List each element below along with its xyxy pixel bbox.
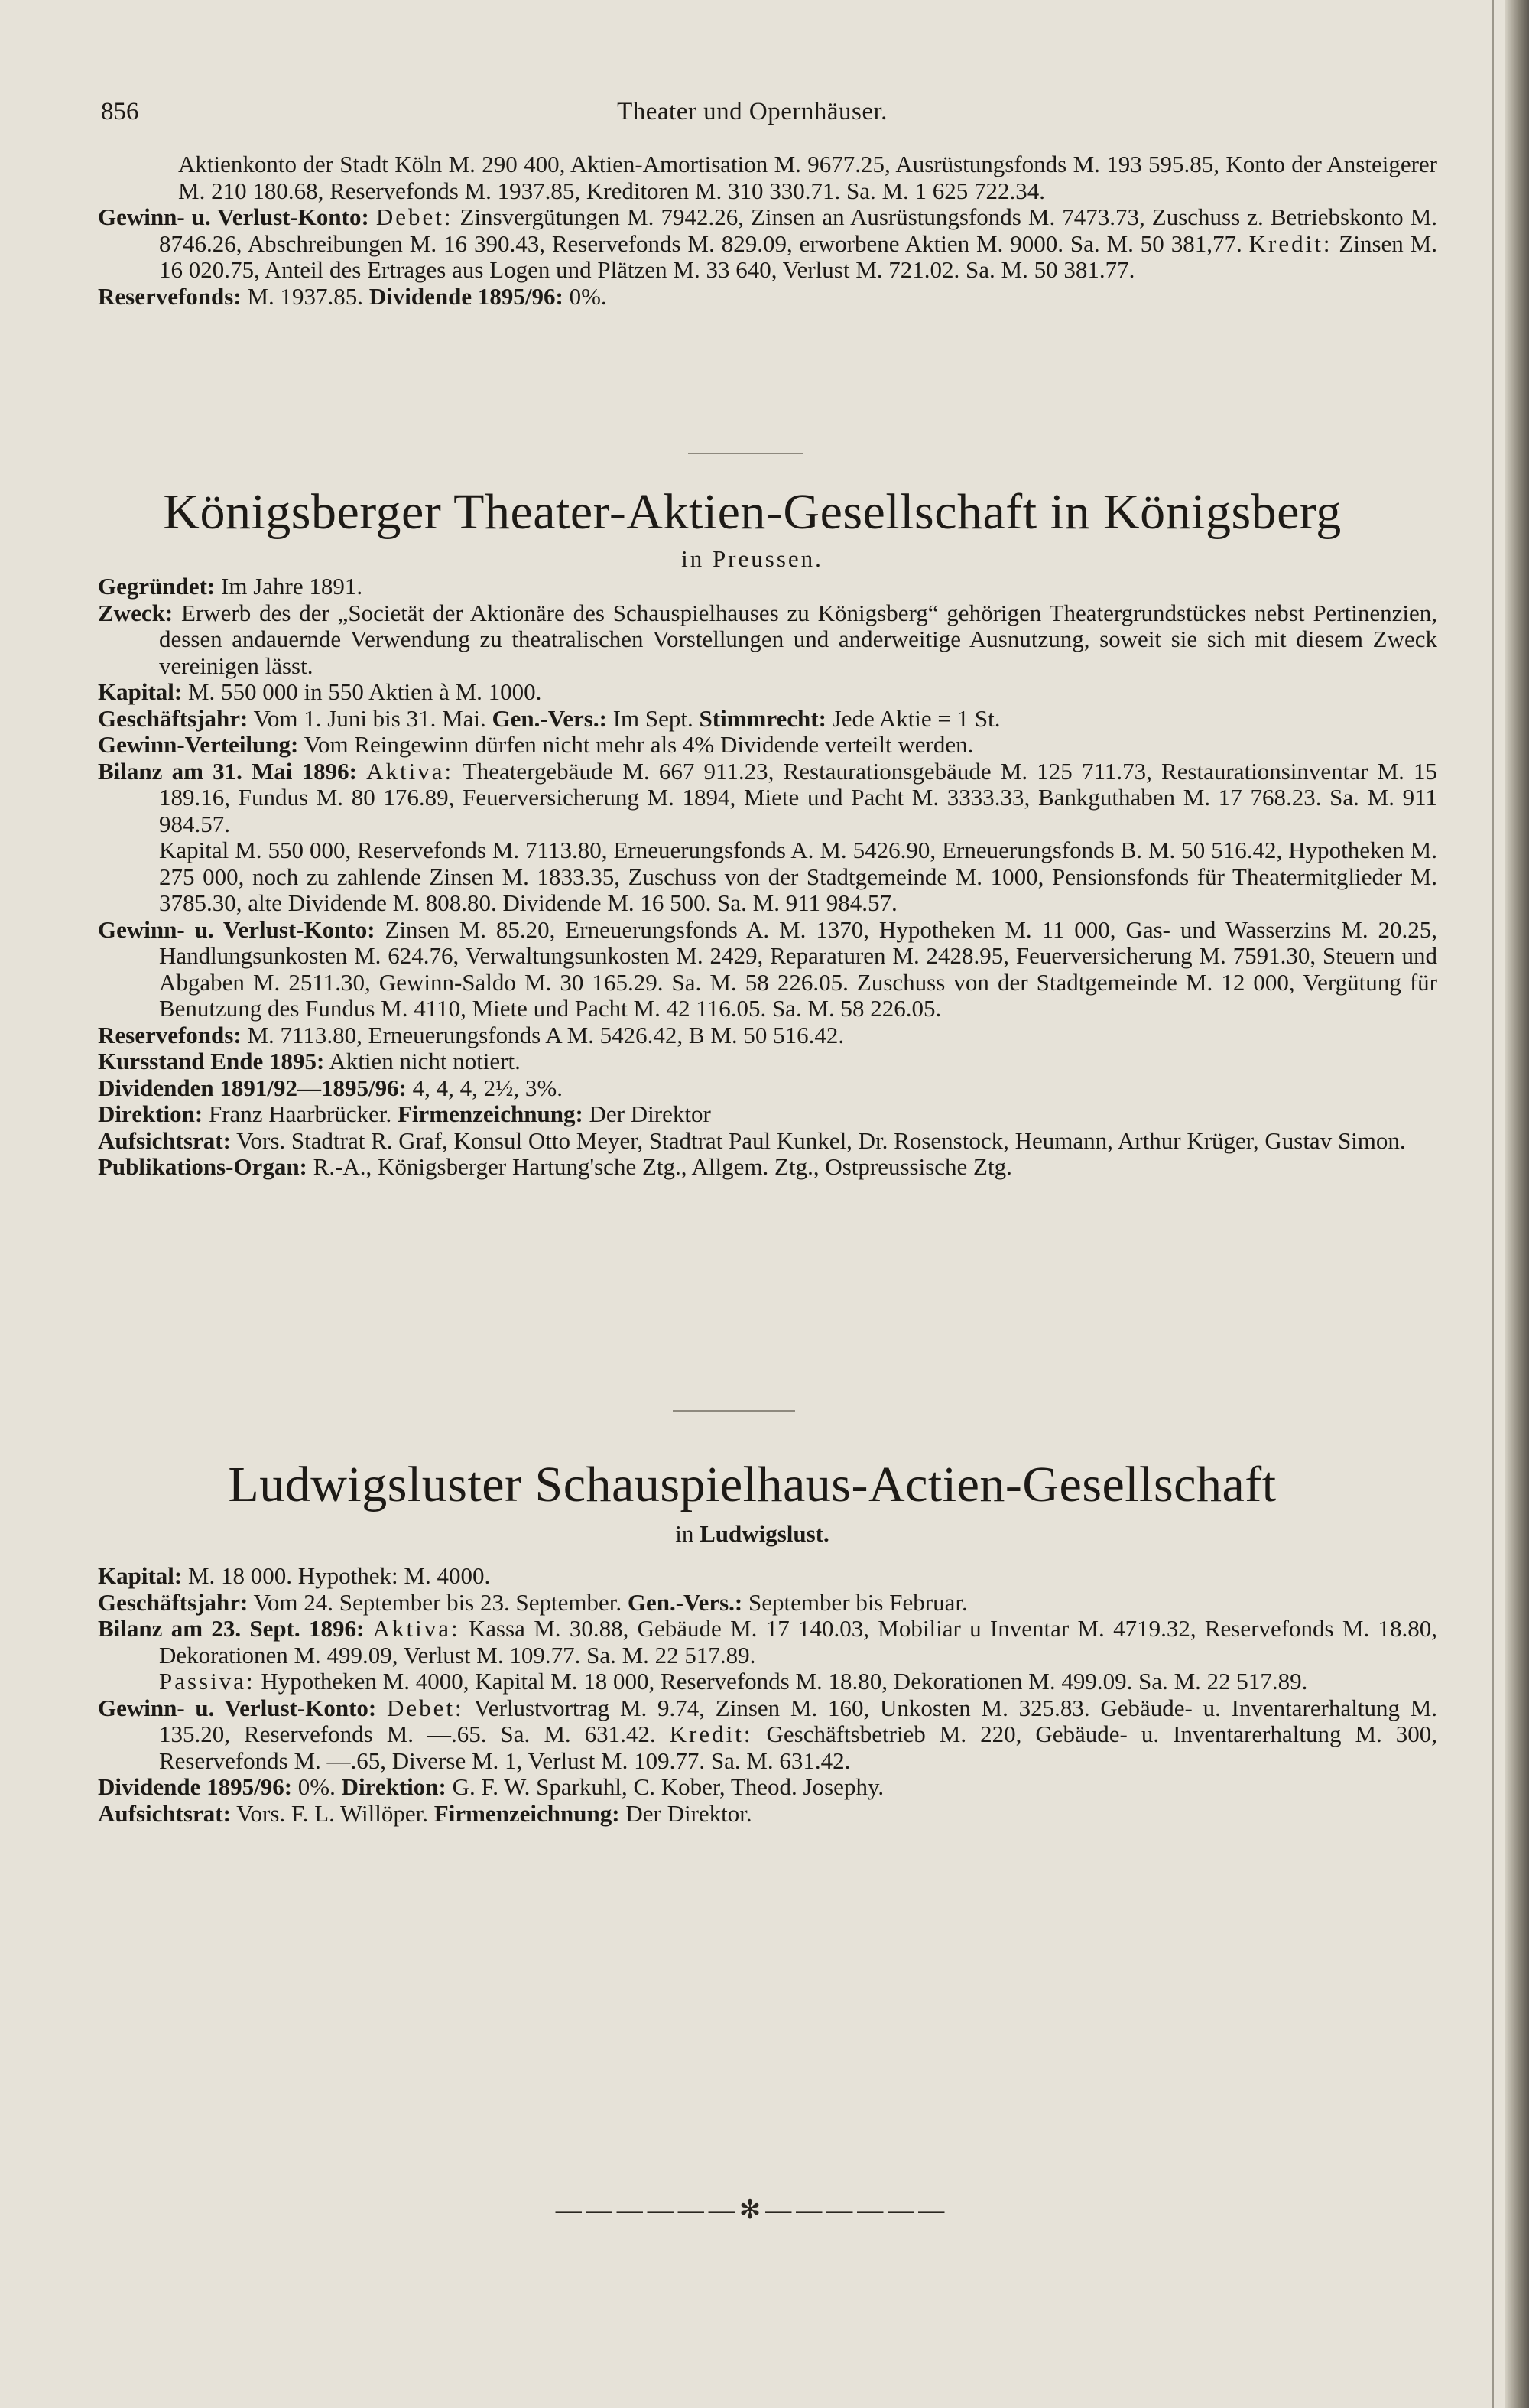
section-divider (673, 1410, 795, 1412)
dividende-line (98, 1774, 1437, 1801)
passiva-label: Passiva: (159, 1668, 255, 1695)
kurs-label: Kursstand Ende 1895: (98, 1048, 325, 1074)
gv-label: Gewinn- u. Verlust-Konto: (98, 203, 369, 230)
koenigsberg-title: Königsberger Theater-Aktien-Gesellschaft in Königsberg (163, 484, 1342, 540)
top-entry (98, 151, 1437, 310)
geschaeftsjahr-line (98, 706, 1437, 733)
bilanz-aktiva (98, 759, 1437, 838)
genvers-text: September bis Februar. (748, 1588, 968, 1616)
direktion-text: Franz Haarbrücker. (208, 1100, 392, 1127)
aktiva-label: Aktiva: (372, 1615, 460, 1642)
gv-kredit-text: Zinsen M. 16 020.75, Anteil des Ertrages aus Logen und Plätzen M. 33 640, Verlust M. 721.02. Sa. M. 50 381.77. (159, 229, 1437, 283)
bilanz-passiva (98, 1669, 1437, 1695)
direktion-line (98, 1101, 1437, 1128)
aufsicht-text: Vors. F. L. Willöper. (236, 1799, 429, 1827)
genvers-label: Gen.-Vers.: (627, 1588, 743, 1616)
gvk-line (98, 917, 1437, 1022)
bilanz-aktiva (98, 1616, 1437, 1669)
direktion-text: G. F. W. Sparkuhl, C. Kober, Theod. Josephy. (452, 1773, 885, 1800)
kredit-text: Geschäftsbetrieb M. 220, Gebäude- u. Inventarerhaltung M. 300, Reservefonds M. —.65, Diverse M. 1, Verlust M. 109.77. Sa. M. 631.42. (159, 1721, 1438, 1774)
verteilung-line (98, 732, 1437, 759)
gvk-label: Gewinn- u. Verlust-Konto: (98, 915, 375, 943)
aktiva-label: Aktiva: (366, 757, 454, 785)
top-entry-balance: Aktienkonto der Stadt Köln M. 290 400, Aktien-Amortisation M. 9677.25, Ausrüstungsfonds M. 193 595.85, Konto der Ansteigerer M. 210 180.68, Reservefonds M. 1937.85, Kreditoren M. 310 330.71. Sa. M. 1 625 722.34. (178, 151, 1437, 204)
debet-label: Debet: (387, 1694, 464, 1721)
aufsichtsrat-line (98, 1801, 1437, 1828)
koenigsberg-entry (98, 574, 1437, 1181)
verteilung-text: Vom Reingewinn dürfen nicht mehr als 4% Dividende verteilt werden. (304, 731, 974, 758)
kapital-label: Kapital: (98, 1562, 183, 1589)
section-divider (688, 453, 803, 454)
dividenden-label: Dividenden 1891/92—1895/96: (98, 1074, 407, 1101)
kurs-text: Aktien nicht notiert. (329, 1048, 521, 1074)
ludwigslust-subtitle (0, 1520, 1505, 1548)
gvk-text: Zinsen M. 85.20, Erneuerungsfonds A. M. 1370, Hypotheken M. 11 000, Gas- und Wasserzins M. 20.25, Handlungsunkosten M. 624.76, Verwaltungsunkosten M. 2429, Reparaturen M. 2428.95, Feuerversicherung M. 7591.30, Steuern und Abgaben M. 2511.30, Gewinn-Saldo M. 30 165.29. Sa. M. 58 226.05. Zuschuss von der Stadtgemeinde M. 12 000, Vergütung für Benutzung des Fundus M. 4110, Miete und Pacht M. 42 116.05. Sa. M. 58 226.05. (159, 915, 1438, 1022)
stimmrecht-text: Jede Aktie = 1 St. (832, 704, 1001, 732)
dividende-text: 0%. (569, 282, 607, 310)
gj-text: Vom 1. Juni bis 31. Mai. (253, 704, 486, 732)
subtitle-in: in (675, 1520, 694, 1547)
zweck-label: Zweck: (98, 599, 174, 626)
gv-kredit-label: Kredit: (1248, 229, 1333, 257)
reserve-text: M. 1937.85. (247, 282, 364, 310)
bilanz-label: Bilanz am 23. Sept. 1896: (98, 1615, 365, 1642)
subtitle-place: Ludwigslust. (700, 1520, 829, 1547)
aktiva-text: Theatergebäude M. 667 911.23, Restaurationsgebäude M. 125 711.73, Restaurationsinventar M. 15 189.16, Fundus M. 80 176.89, Feuerversicherung M. 1894, Miete und Pacht M. 3333.33, Bankguthaben M. 17 768.23. Sa. M. 911 984.57. (159, 757, 1438, 837)
firma-text: Der Direktor (589, 1100, 711, 1127)
dividende-label: Dividende 1895/96: (98, 1773, 293, 1800)
firma-label: Firmenzeichnung: (433, 1799, 620, 1827)
direktion-label: Direktion: (98, 1100, 203, 1127)
publ-label: Publikations-Organ: (98, 1153, 307, 1180)
firma-label: Firmenzeichnung: (397, 1100, 583, 1127)
direktion-label: Direktion: (341, 1773, 446, 1800)
gj-label: Geschäftsjahr: (98, 1588, 248, 1616)
zweck-text: Erwerb des der „Societät der Aktionäre des Schauspielhauses zu Königsberg“ gehörigen Theatergrundstückes nebst Pertinenzien, dessen andauernde Verwendung zu theatralischen Vorstellungen und anderweitige Ausnutzung, soweit sie sich mit diesem Zweck vereinigen lässt. (159, 599, 1438, 679)
gegruendet-label: Gegründet: (98, 573, 216, 600)
gegruendet-text: Im Jahre 1891. (221, 573, 363, 600)
publ-text: R.-A., Königsberger Hartung'sche Ztg., Allgem. Ztg., Ostpreussische Ztg. (313, 1153, 1012, 1180)
ludwigslust-entry (98, 1563, 1437, 1827)
kapital-label: Kapital: (98, 678, 183, 705)
firma-text: Der Direktor. (625, 1799, 752, 1827)
gj-label: Geschäftsjahr: (98, 704, 248, 732)
publikation-line (98, 1154, 1437, 1181)
geschaeftsjahr-line (98, 1590, 1437, 1617)
genvers-label: Gen.-Vers.: (492, 704, 607, 732)
dividende-label: Dividende 1895/96: (368, 282, 563, 310)
passiva-text: Hypotheken M. 4000, Kapital M. 18 000, Reservefonds M. 18.80, Dekorationen M. 499.09. Sa. M. 22 517.89. (261, 1668, 1308, 1695)
verteilung-label: Gewinn-Verteilung: (98, 731, 299, 758)
koenigsberg-subtitle: in Preussen. (681, 545, 823, 572)
gvk-debet (98, 1695, 1437, 1775)
book-edge-shadow (1505, 0, 1529, 2408)
gj-text: Vom 24. September bis 23. September. (253, 1588, 622, 1616)
running-title: Theater und Opernhäuser. (617, 98, 888, 125)
gvk-label: Gewinn- u. Verlust-Konto: (98, 1694, 377, 1721)
kredit-label: Kredit: (669, 1721, 753, 1747)
end-ornament: ——————✻—————— (555, 2196, 950, 2224)
aktiva-text: Kassa M. 30.88, Gebäude M. 17 140.03, Mobiliar u Inventar M. 4719.32, Reservefonds M. 18.80, Dekorationen M. 499.09, Verlust M. 109.77. Sa. M. 22 517.89. (159, 1615, 1437, 1669)
reserve-label: Reservefonds: (98, 1021, 242, 1048)
page-fold-line (1492, 0, 1494, 2408)
kapital-text: M. 550 000 in 550 Aktien à M. 1000. (187, 678, 542, 705)
aufsichtsrat-line (98, 1128, 1437, 1155)
bilanz-label: Bilanz am 31. Mai 1896: (98, 757, 357, 785)
running-head (0, 98, 1505, 128)
genvers-text: Im Sept. (612, 704, 693, 732)
stimmrecht-label: Stimmrecht: (699, 704, 826, 732)
dividende-text: 0%. (297, 1773, 336, 1800)
reserve-text: M. 7113.80, Erneuerungsfonds A M. 5426.42, B M. 50 516.42. (247, 1021, 845, 1048)
reserve-label: Reservefonds: (98, 282, 242, 310)
top-entry-gv (98, 204, 1437, 284)
aufsicht-label: Aufsichtsrat: (98, 1126, 231, 1154)
kapital-text: M. 18 000. Hypothek: M. 4000. (187, 1562, 491, 1589)
reserve-line (98, 1022, 1437, 1049)
aufsicht-text: Vors. Stadtrat R. Graf, Konsul Otto Meyer, Stadtrat Paul Kunkel, Dr. Rosenstock, Heumann, Arthur Krüger, Gustav Simon. (236, 1126, 1406, 1154)
kapital-line (98, 1563, 1437, 1590)
dividenden-text: 4, 4, 4, 2½, 3%. (412, 1074, 563, 1101)
aufsicht-label: Aufsichtsrat: (98, 1799, 231, 1827)
page-number: 856 (101, 98, 139, 125)
dividenden-line (98, 1075, 1437, 1102)
debet-text: Verlustvortrag M. 9.74, Zinsen M. 160, Unkosten M. 325.83. Gebäude- u. Inventarerhaltung M. 135.20, Reservefonds M. —.65. Sa. M. 631.42. (159, 1694, 1438, 1747)
kurs-line (98, 1048, 1437, 1075)
bilanz-passiva: Kapital M. 550 000, Reservefonds M. 7113.80, Erneuerungsfonds A. M. 5426.90, Erneuerungsfonds B. M. 50 516.42, Hypotheken M. 275 000, noch zu zahlende Zinsen M. 1833.35, Zuschuss von der Stadtgemeinde M. 1000, Pensionsfonds für Theatermitglieder M. 3785.30, alte Dividende M. 808.80. Dividende M. 16 500. Sa. M. 911 984.57. (159, 837, 1437, 916)
gegruendet-line (98, 574, 1437, 600)
gv-debet-label: Debet: (375, 203, 453, 230)
gv-debet-text: Zinsvergütungen M. 7942.26, Zinsen an Ausrüstungsfonds M. 7473.73, Zuschuss z. Betriebskonto M. 8746.26, Abschreibungen M. 16 390.43, Reservefonds M. 829.09, erworbene Aktien M. 9000. Sa. M. 50 381,77. (159, 203, 1438, 257)
kapital-line (98, 679, 1437, 706)
ludwigslust-title: Ludwigsluster Schauspielhaus-Actien-Gesellschaft (228, 1457, 1277, 1513)
top-entry-reserve (98, 284, 1437, 310)
zweck-line (98, 600, 1437, 680)
